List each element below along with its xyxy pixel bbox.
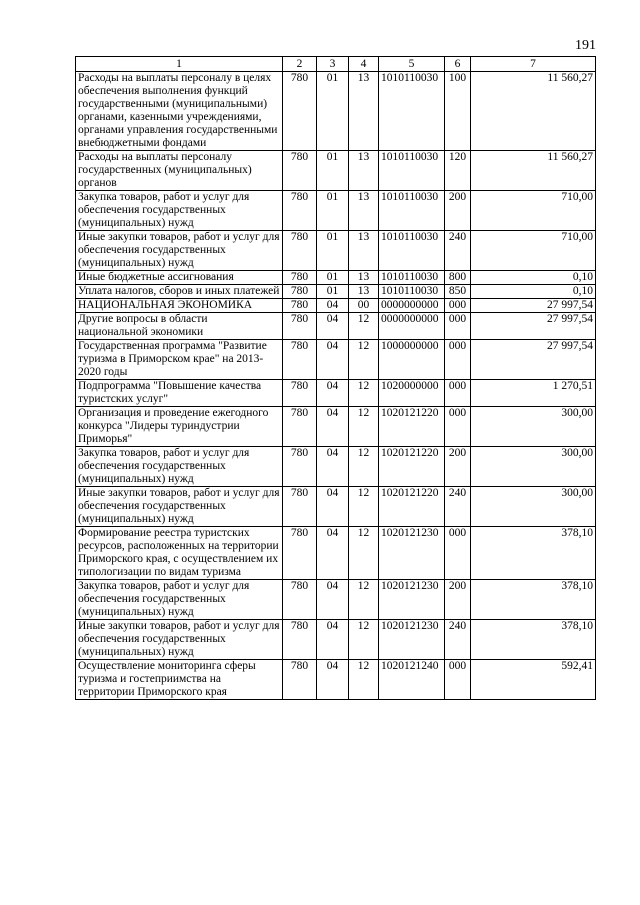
row-expense-type: 240 <box>445 231 471 271</box>
table-row <box>76 231 596 271</box>
row-amount: 300,00 <box>471 487 596 527</box>
row-amount: 27 997,54 <box>471 299 596 313</box>
row-target-article: 1010110030 <box>379 72 445 151</box>
row-target-article: 1020121230 <box>379 527 445 580</box>
row-amount: 300,00 <box>471 407 596 447</box>
table-row <box>76 299 596 313</box>
table-row <box>76 72 596 151</box>
row-section: 01 <box>317 191 349 231</box>
row-name: Иные закупки товаров, работ и услуг для обеспечения государственных (муниципальных) нужд <box>76 487 283 527</box>
table-row <box>76 380 596 407</box>
row-target-article: 1020000000 <box>379 380 445 407</box>
table-row <box>76 313 596 340</box>
row-name: Подпрограмма "Повышение качества туристских услуг" <box>76 380 283 407</box>
row-expense-type: 100 <box>445 72 471 151</box>
row-subsection: 12 <box>349 340 379 380</box>
row-subsection: 12 <box>349 447 379 487</box>
row-admin-code: 780 <box>283 380 317 407</box>
row-admin-code: 780 <box>283 340 317 380</box>
row-target-article: 1020121220 <box>379 487 445 527</box>
row-section: 01 <box>317 72 349 151</box>
row-amount: 11 560,27 <box>471 72 596 151</box>
row-subsection: 13 <box>349 271 379 285</box>
row-name: Государственная программа "Развитие туризма в Приморском крае" на 2013-2020 годы <box>76 340 283 380</box>
row-admin-code: 780 <box>283 407 317 447</box>
row-name: Организация и проведение ежегодного конкурса "Лидеры туриндустрии Приморья" <box>76 407 283 447</box>
row-expense-type: 000 <box>445 527 471 580</box>
table-row <box>76 151 596 191</box>
row-name: Иные бюджетные ассигнования <box>76 271 283 285</box>
header-cell: 6 <box>445 57 471 72</box>
row-admin-code: 780 <box>283 151 317 191</box>
row-target-article: 1010110030 <box>379 191 445 231</box>
row-section: 04 <box>317 660 349 700</box>
row-admin-code: 780 <box>283 72 317 151</box>
row-target-article: 0000000000 <box>379 313 445 340</box>
row-target-article: 1020121230 <box>379 580 445 620</box>
row-admin-code: 780 <box>283 299 317 313</box>
row-subsection: 12 <box>349 620 379 660</box>
row-amount: 378,10 <box>471 527 596 580</box>
row-admin-code: 780 <box>283 191 317 231</box>
row-target-article: 1020121220 <box>379 407 445 447</box>
row-expense-type: 000 <box>445 407 471 447</box>
row-target-article: 1020121220 <box>379 447 445 487</box>
row-section: 04 <box>317 620 349 660</box>
row-subsection: 13 <box>349 151 379 191</box>
row-admin-code: 780 <box>283 527 317 580</box>
header-cell: 7 <box>471 57 596 72</box>
row-amount: 0,10 <box>471 271 596 285</box>
row-subsection: 12 <box>349 407 379 447</box>
row-amount: 592,41 <box>471 660 596 700</box>
row-section: 01 <box>317 231 349 271</box>
row-name: Расходы на выплаты персоналу в целях обеспечения выполнения функций государственными (муниципальными) органами, казенными учреждениями, органами управления государственными внебюджетными фондами <box>76 72 283 151</box>
row-name: Уплата налогов, сборов и иных платежей <box>76 285 283 299</box>
row-expense-type: 240 <box>445 620 471 660</box>
row-subsection: 12 <box>349 380 379 407</box>
row-name: Другие вопросы в области национальной экономики <box>76 313 283 340</box>
table-row <box>76 620 596 660</box>
header-cell: 4 <box>349 57 379 72</box>
row-subsection: 12 <box>349 527 379 580</box>
row-section: 04 <box>317 340 349 380</box>
row-admin-code: 780 <box>283 271 317 285</box>
row-name: Формирование реестра туристских ресурсов, расположенных на территории Приморского края, с осуществлением их типологизации по видам туризма <box>76 527 283 580</box>
row-section: 04 <box>317 447 349 487</box>
row-target-article: 1020121230 <box>379 620 445 660</box>
row-subsection: 13 <box>349 231 379 271</box>
row-section: 01 <box>317 285 349 299</box>
row-section: 01 <box>317 271 349 285</box>
row-expense-type: 200 <box>445 580 471 620</box>
table-row <box>76 447 596 487</box>
table-row <box>76 487 596 527</box>
table-row <box>76 340 596 380</box>
row-name: НАЦИОНАЛЬНАЯ ЭКОНОМИКА <box>76 299 283 313</box>
table-row <box>76 271 596 285</box>
row-amount: 378,10 <box>471 620 596 660</box>
row-target-article: 1000000000 <box>379 340 445 380</box>
row-section: 04 <box>317 380 349 407</box>
row-section: 04 <box>317 580 349 620</box>
row-target-article: 1020121240 <box>379 660 445 700</box>
row-target-article: 1010110030 <box>379 231 445 271</box>
row-name: Закупка товаров, работ и услуг для обеспечения государственных (муниципальных) нужд <box>76 191 283 231</box>
table-row <box>76 285 596 299</box>
row-section: 04 <box>317 487 349 527</box>
row-section: 04 <box>317 313 349 340</box>
row-expense-type: 000 <box>445 313 471 340</box>
row-subsection: 13 <box>349 285 379 299</box>
header-cell: 2 <box>283 57 317 72</box>
row-admin-code: 780 <box>283 620 317 660</box>
row-expense-type: 240 <box>445 487 471 527</box>
row-section: 01 <box>317 151 349 191</box>
row-expense-type: 000 <box>445 340 471 380</box>
row-admin-code: 780 <box>283 660 317 700</box>
row-expense-type: 850 <box>445 285 471 299</box>
row-expense-type: 000 <box>445 660 471 700</box>
row-admin-code: 780 <box>283 447 317 487</box>
row-name: Осуществление мониторинга сферы туризма и гостеприимства на территории Приморского края <box>76 660 283 700</box>
row-name: Закупка товаров, работ и услуг для обеспечения государственных (муниципальных) нужд <box>76 447 283 487</box>
row-subsection: 13 <box>349 191 379 231</box>
row-target-article: 1010110030 <box>379 285 445 299</box>
table-row <box>76 527 596 580</box>
row-name: Закупка товаров, работ и услуг для обеспечения государственных (муниципальных) нужд <box>76 580 283 620</box>
row-expense-type: 000 <box>445 380 471 407</box>
row-section: 04 <box>317 407 349 447</box>
row-admin-code: 780 <box>283 487 317 527</box>
row-amount: 300,00 <box>471 447 596 487</box>
row-expense-type: 120 <box>445 151 471 191</box>
row-subsection: 12 <box>349 487 379 527</box>
row-expense-type: 800 <box>445 271 471 285</box>
row-amount: 710,00 <box>471 191 596 231</box>
row-name: Иные закупки товаров, работ и услуг для обеспечения государственных (муниципальных) нужд <box>76 620 283 660</box>
budget-table <box>75 56 596 700</box>
row-expense-type: 000 <box>445 299 471 313</box>
row-amount: 11 560,27 <box>471 151 596 191</box>
header-row <box>76 57 596 72</box>
row-amount: 710,00 <box>471 231 596 271</box>
table-row <box>76 191 596 231</box>
table-row <box>76 580 596 620</box>
row-target-article: 0000000000 <box>379 299 445 313</box>
row-amount: 1 270,51 <box>471 380 596 407</box>
row-amount: 27 997,54 <box>471 340 596 380</box>
row-section: 04 <box>317 299 349 313</box>
row-expense-type: 200 <box>445 447 471 487</box>
row-subsection: 12 <box>349 580 379 620</box>
page-number: 191 <box>575 38 596 53</box>
header-cell: 1 <box>76 57 283 72</box>
row-subsection: 12 <box>349 660 379 700</box>
row-expense-type: 200 <box>445 191 471 231</box>
table-row <box>76 407 596 447</box>
table-row <box>76 660 596 700</box>
row-section: 04 <box>317 527 349 580</box>
row-admin-code: 780 <box>283 313 317 340</box>
row-name: Иные закупки товаров, работ и услуг для обеспечения государственных (муниципальных) нужд <box>76 231 283 271</box>
row-name: Расходы на выплаты персоналу государственных (муниципальных) органов <box>76 151 283 191</box>
header-cell: 5 <box>379 57 445 72</box>
row-subsection: 13 <box>349 72 379 151</box>
row-admin-code: 780 <box>283 285 317 299</box>
row-target-article: 1010110030 <box>379 151 445 191</box>
row-subsection: 12 <box>349 313 379 340</box>
row-amount: 0,10 <box>471 285 596 299</box>
row-admin-code: 780 <box>283 580 317 620</box>
row-amount: 378,10 <box>471 580 596 620</box>
row-admin-code: 780 <box>283 231 317 271</box>
header-cell: 3 <box>317 57 349 72</box>
row-amount: 27 997,54 <box>471 313 596 340</box>
row-subsection: 00 <box>349 299 379 313</box>
row-target-article: 1010110030 <box>379 271 445 285</box>
